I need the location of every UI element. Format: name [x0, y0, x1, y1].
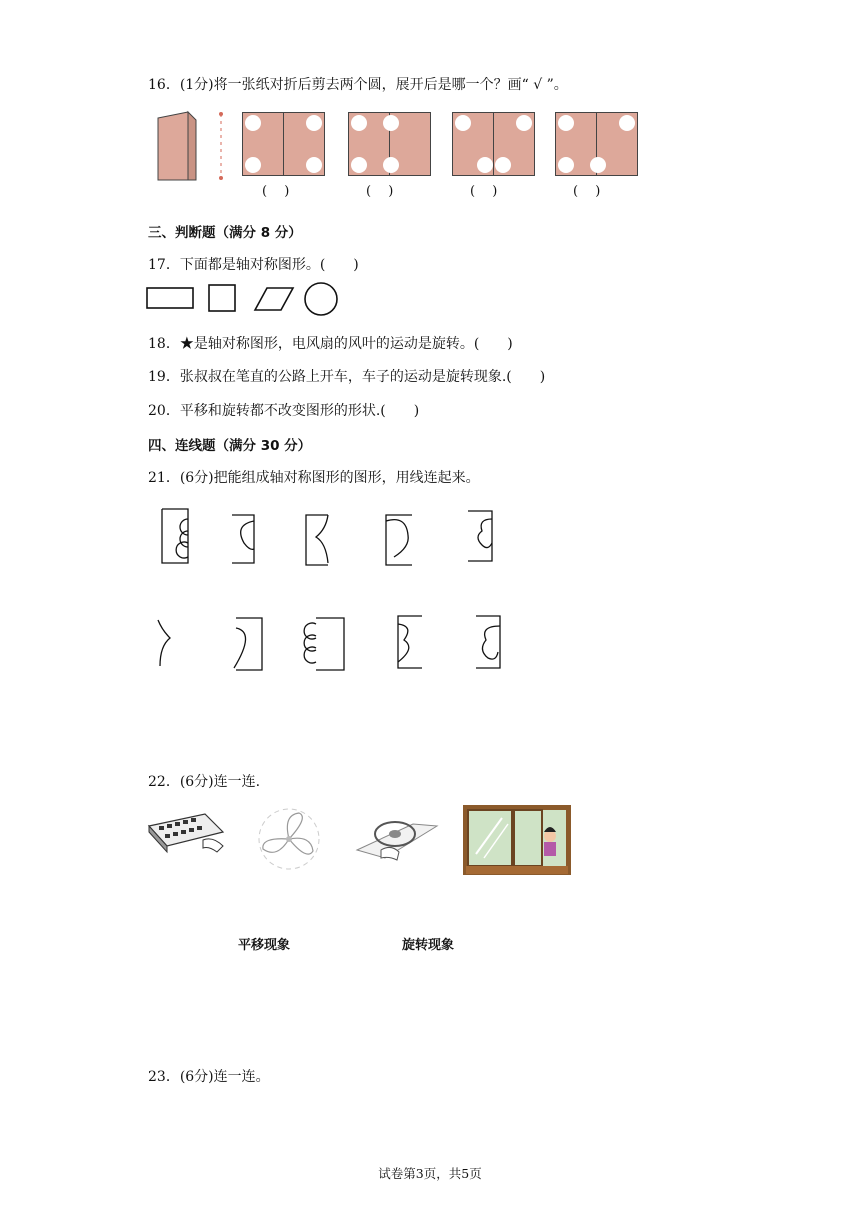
page-footer: 试卷第3页，共5页 [378, 1166, 482, 1181]
steering-wheel-image [355, 810, 439, 866]
sliding-window-image [462, 804, 572, 876]
q17-text: 17．下面都是轴对称图形。( ) [148, 257, 359, 273]
q21-top-row-figures [150, 505, 510, 575]
section-3-title: 三、判断题（满分 8 分） [148, 225, 302, 241]
fan-image [254, 804, 324, 874]
folded-paper-image [152, 110, 202, 182]
label-translation: 平移现象 [238, 938, 291, 953]
q21-text: 21．(6分)把能组成轴对称图形的图形，用线连起来。 [148, 470, 480, 486]
q16-text: 16．(1分)将一张纸对折后剪去两个圆，展开后是哪一个？画“ √ ”。 [148, 77, 568, 93]
q18-number: 18． [148, 336, 180, 352]
option-b-paper [348, 112, 431, 176]
q20-text: 20．平移和旋转都不改变图形的形状.( ) [148, 403, 420, 419]
section-4-title: 四、连线题（满分 30 分） [148, 438, 312, 454]
q19-text: 19．张叔叔在笔直的公路上开车，车子的运动是旋转现象.( ) [148, 369, 546, 385]
option-c-paper [452, 112, 535, 176]
label-rotation: 旋转现象 [402, 938, 455, 953]
option-a-answer[interactable]: ( ) [262, 184, 290, 199]
option-a-paper [242, 112, 325, 176]
abacus-image [145, 810, 227, 860]
fold-line-dashed [218, 110, 224, 182]
q18-text: 是轴对称图形，电风扇的风叶的运动是旋转。( ) [193, 336, 513, 352]
q21-bottom-row-figures [150, 612, 510, 682]
q23-text: 23．(6分)连一连。 [148, 1069, 270, 1085]
option-c-answer[interactable]: ( ) [470, 184, 498, 199]
option-b-answer[interactable]: ( ) [366, 184, 394, 199]
q17-shapes [145, 282, 345, 318]
option-d-answer[interactable]: ( ) [573, 184, 601, 199]
star-icon: ★ [179, 336, 194, 352]
q18-line [148, 333, 513, 353]
q22-text: 22．(6分)连一连. [148, 774, 261, 790]
option-d-paper [555, 112, 638, 176]
